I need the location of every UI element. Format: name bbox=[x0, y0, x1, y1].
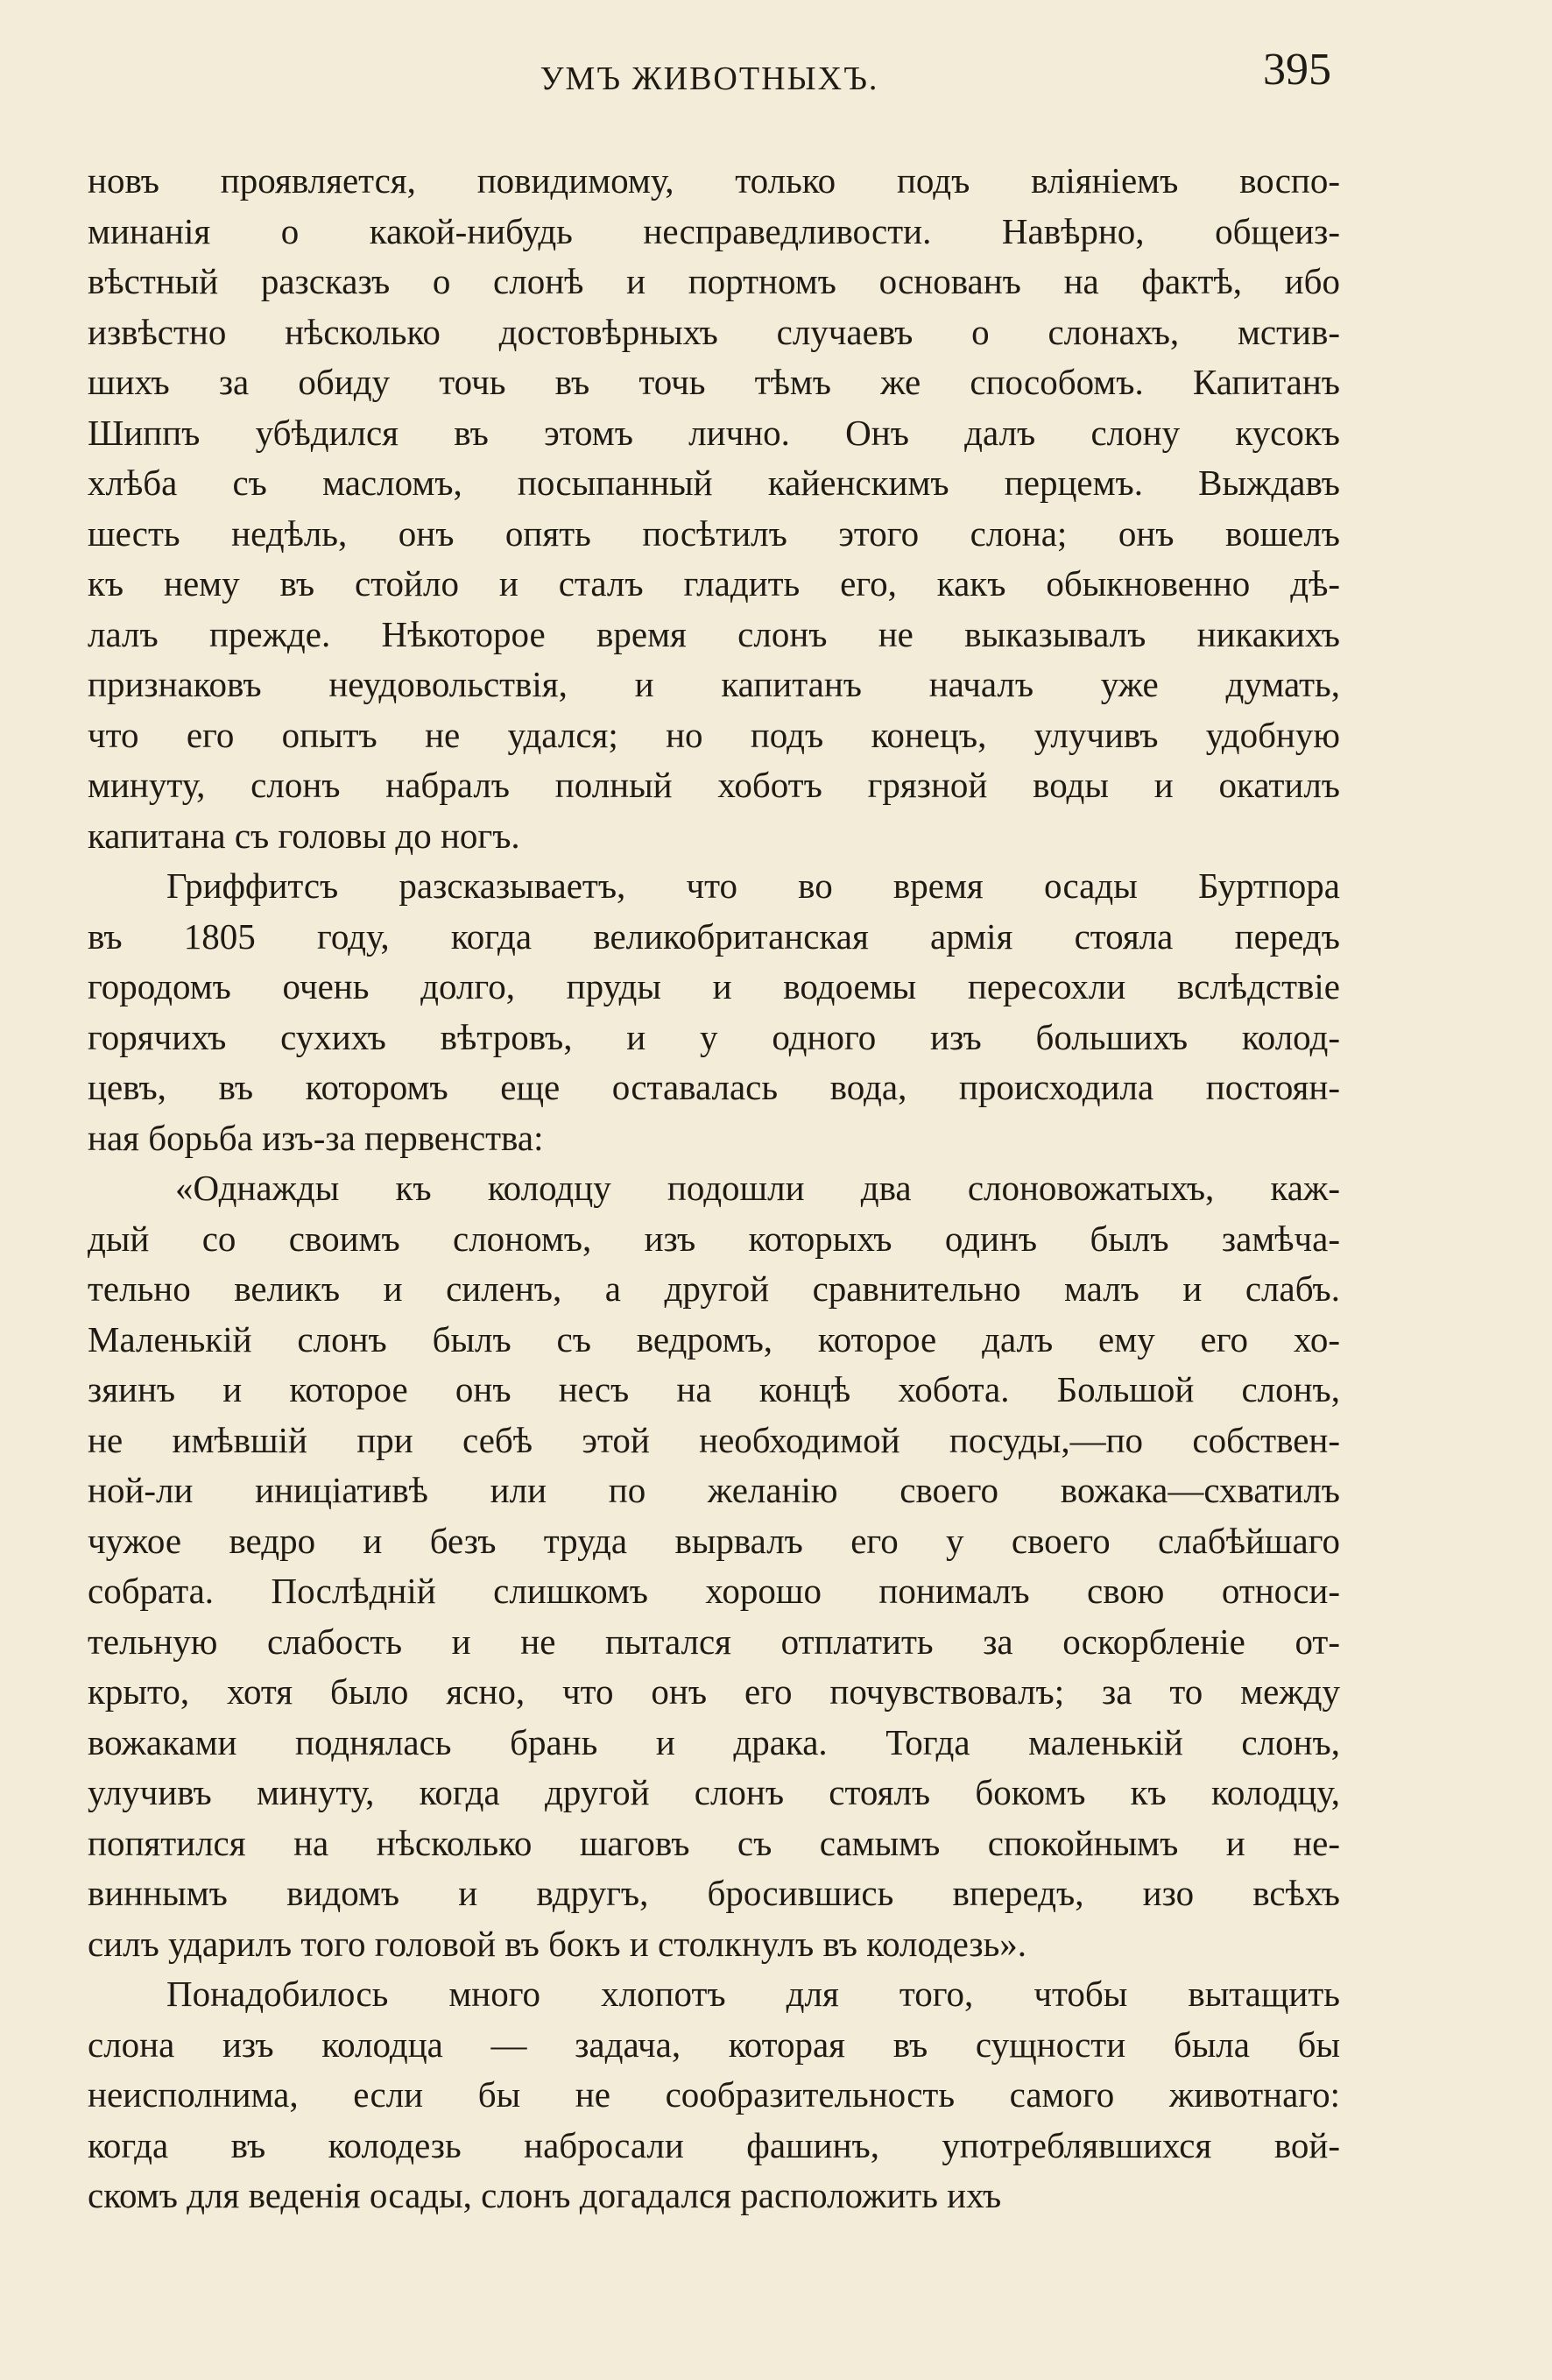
text-line: чужое ведро и безъ труда вырвалъ его у своего слабѣйшаго bbox=[88, 1520, 1340, 1561]
paragraph bbox=[88, 1969, 1340, 2221]
text-line: вѣстный разсказъ о слонѣ и портномъ основанъ на фактѣ, ибо bbox=[88, 261, 1340, 301]
text-line: попятился на нѣсколько шаговъ съ самымъ спокойнымъ и не- bbox=[88, 1822, 1340, 1863]
text-line: виннымъ видомъ и вдругъ, бросившись впередъ, изо всѣхъ bbox=[88, 1873, 1340, 1913]
text-line: шихъ за обиду точь въ точь тѣмъ же способомъ. Капитанъ bbox=[88, 362, 1340, 402]
text-line: горячихъ сухихъ вѣтровъ, и у одного изъ большихъ колод- bbox=[88, 1016, 1340, 1057]
text-line: Понадобилось много хлопотъ для того, чтобы вытащить bbox=[166, 1974, 1340, 2014]
text-line: ной-ли иниціативѣ или по желанію своего вожака—схватилъ bbox=[88, 1470, 1340, 1510]
text-line: новъ проявляется, повидимому, только подъ вліяніемъ воспо- bbox=[88, 160, 1340, 201]
paragraph bbox=[88, 156, 1340, 861]
text-line: къ нему въ стойло и сталъ гладить его, какъ обыкновенно дѣ- bbox=[88, 563, 1340, 604]
text-line: крыто, хотя было ясно, что онъ его почувствовалъ; за то между bbox=[88, 1671, 1340, 1712]
text-line: не имѣвшій при себѣ этой необходимой посуды,—по собствен- bbox=[88, 1419, 1340, 1460]
page-number: 395 bbox=[1263, 45, 1331, 95]
text-line: когда въ колодезь набросали фашинъ, употреблявшихся вой- bbox=[88, 2124, 1340, 2165]
text-line: зяинъ и которое онъ несъ на концѣ хобота. Большой слонъ, bbox=[88, 1369, 1340, 1409]
text-line: хлѣба съ масломъ, посыпанный кайенскимъ перцемъ. Выждавъ bbox=[88, 463, 1340, 503]
page-header bbox=[88, 44, 1331, 105]
text-line: дый со своимъ слономъ, изъ которыхъ одинъ былъ замѣча- bbox=[88, 1218, 1340, 1259]
text-line: собрата. Послѣдній слишкомъ хорошо понималъ свою относи- bbox=[88, 1571, 1340, 1611]
text-line: цевъ, въ которомъ еще оставалась вода, происходила постоян- bbox=[88, 1067, 1340, 1107]
text-line: улучивъ минуту, когда другой слонъ стоялъ бокомъ къ колодцу, bbox=[88, 1772, 1340, 1812]
text-line: скомъ для веденія осады, слонъ догадался расположить ихъ bbox=[88, 2175, 1002, 2215]
text-line: извѣстно нѣсколько достовѣрныхъ случаевъ о слонахъ, мстив- bbox=[88, 311, 1340, 352]
text-line: признаковъ неудовольствія, и капитанъ началъ уже думать, bbox=[88, 664, 1340, 704]
text-line: тельно великъ и силенъ, а другой сравнительно малъ и слабъ. bbox=[88, 1268, 1340, 1309]
text-line: «Однажды къ колодцу подошли два слоновожатыхъ, каж- bbox=[175, 1168, 1340, 1208]
text-line: силъ ударилъ того головой въ бокъ и столкнулъ въ колодезь». bbox=[88, 1923, 1027, 1964]
text-line: Маленькій слонъ былъ съ ведромъ, которое далъ ему его хо- bbox=[88, 1318, 1340, 1359]
text-line: слона изъ колодца — задача, которая въ сущности была бы bbox=[88, 2023, 1340, 2065]
text-line: Гриффитсъ разсказываетъ, что во время осады Буртпора bbox=[166, 865, 1340, 906]
text-line: минанія о какой-нибудь несправедливости. Навѣрно, общеиз- bbox=[88, 210, 1340, 251]
text-line: минуту, слонъ набралъ полный хоботъ грязной воды и окатилъ bbox=[88, 765, 1340, 805]
body-text bbox=[88, 156, 1340, 2221]
text-line: капитана съ головы до ногъ. bbox=[88, 815, 520, 856]
text-line: лалъ прежде. Нѣкоторое время слонъ не выказывалъ никакихъ bbox=[88, 613, 1340, 654]
text-line: тельную слабость и не пытался отплатить за оскорбленіе от- bbox=[88, 1621, 1340, 1662]
text-line: что его опытъ не удался; но подъ конецъ, улучивъ удобную bbox=[88, 714, 1340, 755]
text-line: вожаками поднялась брань и драка. Тогда маленькій слонъ, bbox=[88, 1721, 1340, 1762]
text-line: шесть недѣль, онъ опять посѣтилъ этого слона; онъ вошелъ bbox=[88, 512, 1340, 554]
text-line: городомъ очень долго, пруды и водоемы пересохли вслѣдствіе bbox=[88, 966, 1340, 1006]
text-line: въ 1805 году, когда великобританская армія стояла передъ bbox=[88, 915, 1340, 957]
paragraph bbox=[88, 1163, 1340, 1969]
text-line: неисполнима, если бы не сообразительность самого животнаго: bbox=[88, 2074, 1340, 2115]
text-line: ная борьба изъ-за первенства: bbox=[88, 1117, 544, 1158]
paragraph bbox=[88, 861, 1340, 1163]
text-line: Шиппъ убѣдился въ этомъ лично. Онъ далъ слону кусокъ bbox=[88, 412, 1340, 453]
running-title: УМЪ ЖИВОТНЫХЪ. bbox=[540, 60, 879, 97]
